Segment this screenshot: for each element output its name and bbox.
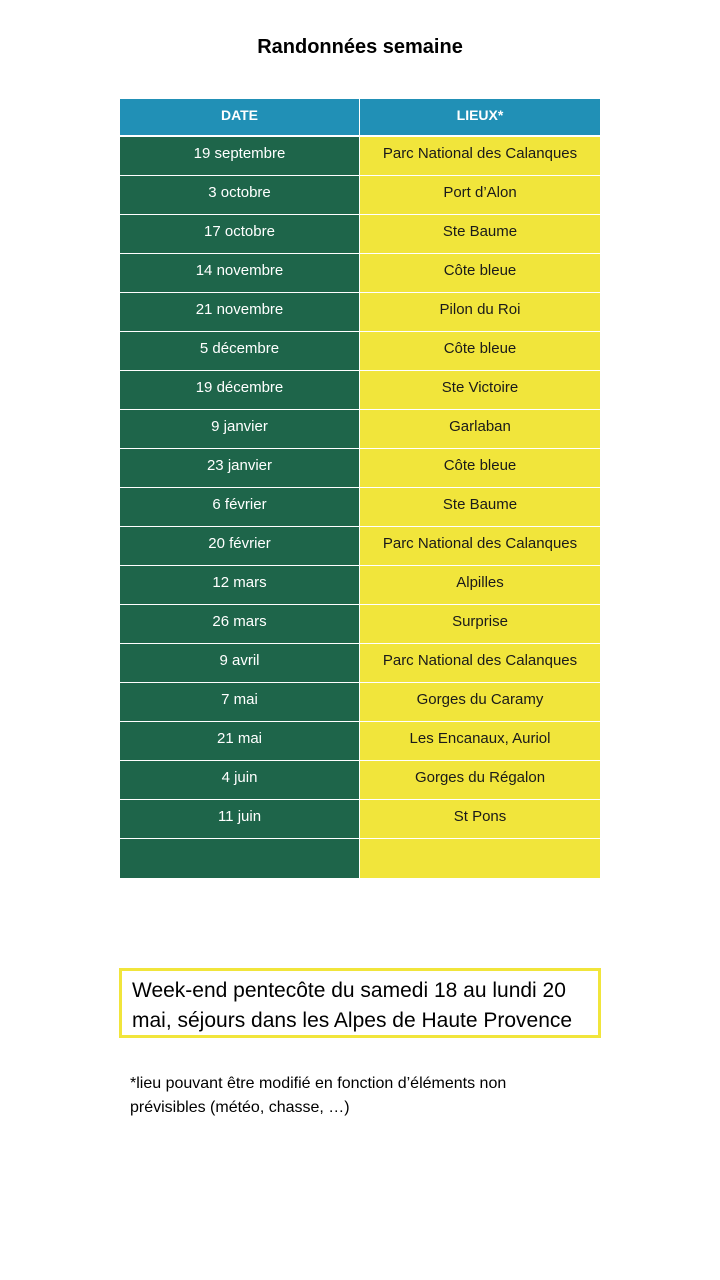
place-cell: Port d’Alon	[360, 176, 600, 214]
place-cell	[360, 839, 600, 878]
footnote: *lieu pouvant être modifié en fonction d’éléments non prévisibles (météo, chasse, …)	[130, 1075, 507, 1116]
date-cell: 3 octobre	[120, 176, 360, 214]
date-cell: 21 novembre	[120, 293, 360, 331]
table-row	[120, 137, 600, 176]
column-header-places: LIEUX*	[360, 99, 600, 135]
table-header-row	[120, 99, 600, 137]
schedule-table	[120, 99, 600, 878]
place-cell: Ste Baume	[360, 215, 600, 253]
table-row	[120, 527, 600, 566]
table-row	[120, 761, 600, 800]
place-cell: Côte bleue	[360, 449, 600, 487]
place-cell: Parc National des Calanques	[360, 644, 600, 682]
table-row	[120, 839, 600, 878]
column-header-date: DATE	[120, 99, 360, 135]
place-cell: Gorges du Régalon	[360, 761, 600, 799]
place-cell: Ste Victoire	[360, 371, 600, 409]
date-cell: 6 février	[120, 488, 360, 526]
place-cell: Garlaban	[360, 410, 600, 448]
date-cell: 9 janvier	[120, 410, 360, 448]
table-row	[120, 176, 600, 215]
date-cell: 14 novembre	[120, 254, 360, 292]
table-row	[120, 293, 600, 332]
table-row	[120, 566, 600, 605]
table-row	[120, 254, 600, 293]
place-cell: Parc National des Calanques	[360, 137, 600, 175]
table-row	[120, 722, 600, 761]
table-row	[120, 410, 600, 449]
date-cell: 4 juin	[120, 761, 360, 799]
date-cell: 17 octobre	[120, 215, 360, 253]
weekend-notice: Week-end pentecôte du samedi 18 au lundi 20 mai, séjours dans les Alpes de Haute Provence	[119, 968, 601, 1038]
place-cell: Parc National des Calanques	[360, 527, 600, 565]
date-cell: 20 février	[120, 527, 360, 565]
date-cell: 5 décembre	[120, 332, 360, 370]
date-cell: 9 avril	[120, 644, 360, 682]
date-cell: 26 mars	[120, 605, 360, 643]
table-row	[120, 644, 600, 683]
date-cell: 19 décembre	[120, 371, 360, 409]
table-row	[120, 215, 600, 254]
date-cell: 7 mai	[120, 683, 360, 721]
page-title: Randonnées semaine	[257, 36, 463, 58]
place-cell: Côte bleue	[360, 254, 600, 292]
place-cell: Pilon du Roi	[360, 293, 600, 331]
date-cell: 12 mars	[120, 566, 360, 604]
date-cell	[120, 839, 360, 878]
place-cell: Côte bleue	[360, 332, 600, 370]
place-cell: Surprise	[360, 605, 600, 643]
date-cell: 21 mai	[120, 722, 360, 760]
place-cell: Les Encanaux, Auriol	[360, 722, 600, 760]
table-row	[120, 605, 600, 644]
place-cell: St Pons	[360, 800, 600, 838]
table-row	[120, 488, 600, 527]
date-cell: 23 janvier	[120, 449, 360, 487]
date-cell: 19 septembre	[120, 137, 360, 175]
table-row	[120, 449, 600, 488]
table-row	[120, 800, 600, 839]
place-cell: Alpilles	[360, 566, 600, 604]
table-row	[120, 332, 600, 371]
table-row	[120, 371, 600, 410]
table-row	[120, 683, 600, 722]
table-body	[120, 137, 600, 878]
place-cell: Ste Baume	[360, 488, 600, 526]
place-cell: Gorges du Caramy	[360, 683, 600, 721]
date-cell: 11 juin	[120, 800, 360, 838]
